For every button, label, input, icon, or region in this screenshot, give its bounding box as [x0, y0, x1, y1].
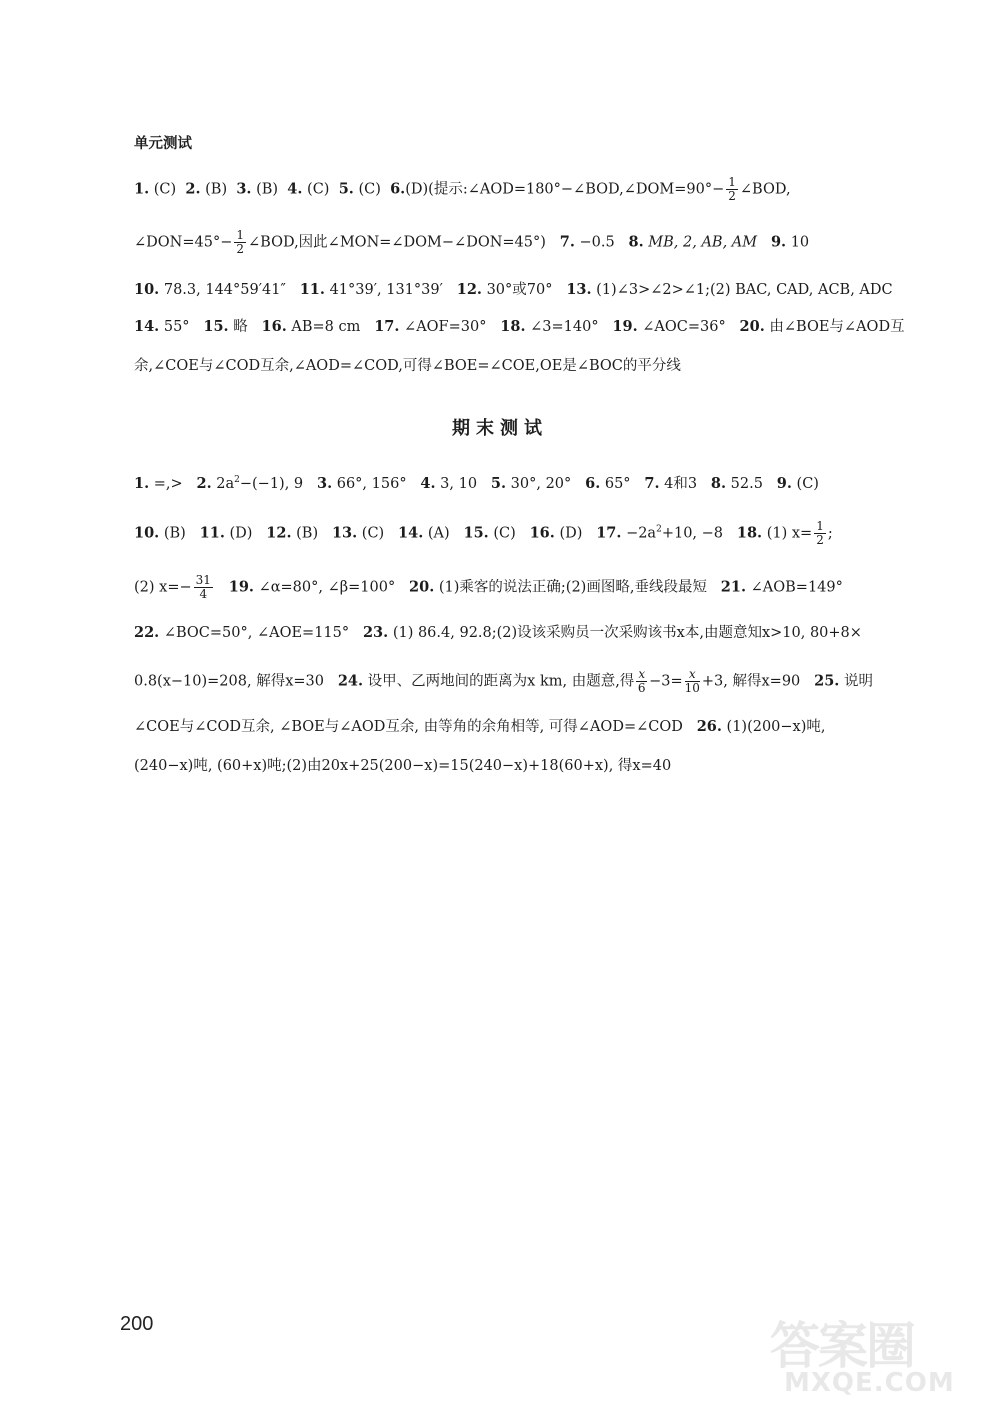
page-number: 200: [120, 1313, 154, 1335]
final-test-line-3: (2) x=− $\frac{31}{4}$ 19. ∠α=80°, ∠β=100° 20. (1)乘客的说法正确;(2)画图略,垂线段最短 21. ∠AOB=149°: [134, 573, 843, 601]
unit-test-line-3: 10. 78.3, 144°59′41″ 11. 41°39′, 131°39′ 12. 30°或70° 13. (1)∠3>∠2>∠1;(2) BAC, CAD, ACB, ADC: [134, 281, 893, 298]
unit-test-line-4: 14. 55° 15. 略 16. AB=8 cm 17. ∠AOF=30° 18. ∠3=140° 19. ∠AOC=36° 20. 由∠BOE与∠AOD互: [134, 318, 905, 335]
watermark-logo: [770, 1306, 990, 1406]
final-test-title: 期末测试: [452, 418, 548, 439]
unit-test-line-2: ∠DON=45°− $\frac{1}{2}$ ∠BOD,因此∠MON=∠DOM−∠DON=45°) 7. −0.5 8. MB, 2, AB, AM 9. 10: [134, 228, 810, 256]
fraction: $\frac{x}{10}$: [684, 667, 700, 695]
fraction: $\frac{1}{2}$: [728, 175, 736, 203]
fraction: $\frac{x}{6}$: [637, 667, 646, 695]
watermark-url: MXQE.COM: [784, 1368, 955, 1398]
watermark-text: 答案圈: [770, 1317, 914, 1375]
unit-test-line-1: 1. (C) 2. (B) 3. (B) 4. (C) 5. (C) 6.(D)(提示:∠AOD=180°−∠BOD,∠DOM=90°− $\frac{1}{2}$ ∠BOD,: [134, 175, 791, 203]
fraction: $\frac{1}{2}$: [816, 519, 824, 547]
fraction: $\frac{1}{2}$: [236, 228, 244, 256]
final-test-line-6: ∠COE与∠COD互余, ∠BOE与∠AOD互余, 由等角的余角相等, 可得∠AOD=∠COD 26. (1)(200−x)吨,: [134, 718, 826, 735]
final-test-line-7: (240−x)吨, (60+x)吨;(2)由20x+25(200−x)=15(240−x)+18(60+x), 得x=40: [134, 758, 672, 774]
unit-test-title: 单元测试: [134, 136, 192, 152]
final-test-line-1: 1. =,> 2. $2a^2-(-1)$, 9 3. 66°, 156° 4. 3, 10 5. 30°, 20° 6. 65° 7. 4和3 8. 52.5 9. (C): [134, 475, 819, 492]
unit-test-line-5: 余,∠COE与∠COD互余,∠AOD=∠COD,可得∠BOE=∠COE,OE是∠BOC的平分线: [134, 358, 681, 374]
final-test-line-4: 22. ∠BOC=50°, ∠AOE=115° 23. (1) 86.4, 92.8;(2)设该采购员一次采购该书x本,由题意知x>10, 80+8×: [134, 624, 862, 641]
final-test-line-2: 10. (B) 11. (D) 12. (B) 13. (C) 14. (A) 15. (C) 16. (D) 17. $-2a^2+10$, −8 18. (1) x= $\frac{1}{2}$ ;: [134, 519, 833, 547]
fraction: $\frac{31}{4}$: [195, 573, 211, 601]
final-test-line-5: 0.8(x−10)=208, 解得x=30 24. 设甲、乙两地间的距离为x km, 由题意,得 $\frac{x}{6}$ −3= $\frac{x}{10}$ +3, 解得x=90 25. 说明: [134, 667, 873, 695]
